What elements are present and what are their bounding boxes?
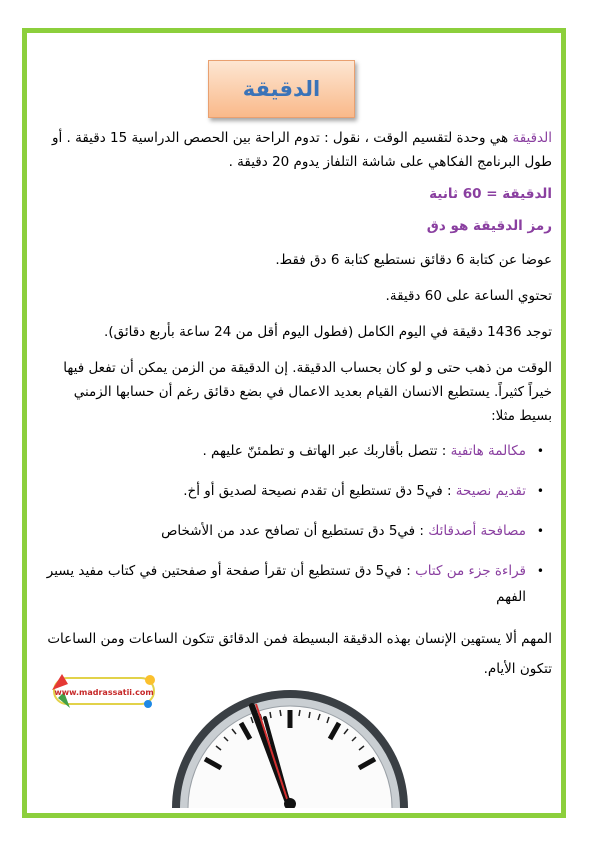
examples-list: [40, 438, 552, 610]
example-label: قراءة جزء من كتاب: [415, 563, 526, 579]
example-label: مصافحة أصدقائك: [428, 523, 526, 539]
definition-term: الدقيقة: [512, 130, 552, 146]
title-box: [208, 60, 355, 118]
paragraph: الوقت من ذهب حتى و لو كان بحساب الدقيقة. إن الدقيقة من الزمن يمكن أن تفعل فيها خيراً كثيراً. يستطيع الانسان القيام بعديد الاعمال في بضع دقائق رغم أن حسابها الزمني بسيط مثلا:: [63, 360, 552, 424]
paragraph: تحتوي الساعة على 60 دقيقة.: [385, 288, 552, 304]
example-text: : في5 دق تستطيع أن تصافح عدد من الأشخاص: [161, 523, 429, 539]
example-text: : في5 دق تستطيع أن تقرأ صفحة أو صفحتين في كتاب مفيد يسير الفهم: [46, 563, 526, 605]
symbol-line: رمز الدقيقة هو دق: [426, 218, 552, 234]
page-title: الدقيقة: [242, 77, 321, 101]
conclusion: المهم ألا يستهين الإنسان بهذه الدقيقة البسيطة فمن الدقائق تتكون الساعات ومن الساعات تتكون الأيام.: [47, 631, 552, 677]
example-text: : تتصل بأقاربك عبر الهاتف و تطمئنّ عليهم .: [202, 443, 451, 459]
example-label: مكالمة هاتفية: [450, 443, 526, 459]
definition-text: هي وحدة لتقسيم الوقت ، نقول : تدوم الراحة بين الحصص الدراسية 15 دقيقة . أو طول البرنامج الفكاهي على شاشة التلفاز يدوم 20 دقيقة .: [51, 130, 552, 170]
content: [40, 126, 552, 684]
clock-icon: [170, 676, 410, 808]
paragraph: توجد 1436 دقيقة في اليوم الكامل (فطول اليوم أقل من 24 ساعة بأربع دقائق).: [104, 324, 552, 340]
logo-text: www.madrassatii.com: [54, 688, 154, 697]
list-item: [40, 438, 552, 464]
example-text: : في5 دق تستطيع أن تقدم نصيحة لصديق أو أخ.: [183, 483, 456, 499]
site-logo: [48, 668, 160, 714]
equation: الدقيقة = 60 ثانية: [429, 186, 552, 202]
example-label: تقديم نصيحة: [455, 483, 526, 499]
list-item: [40, 478, 552, 504]
paragraph: عوضا عن كتابة 6 دقائق نستطيع كتابة 6 دق فقط.: [275, 252, 552, 268]
definition: [40, 126, 552, 174]
list-item: [40, 518, 552, 544]
list-item: [40, 558, 552, 610]
